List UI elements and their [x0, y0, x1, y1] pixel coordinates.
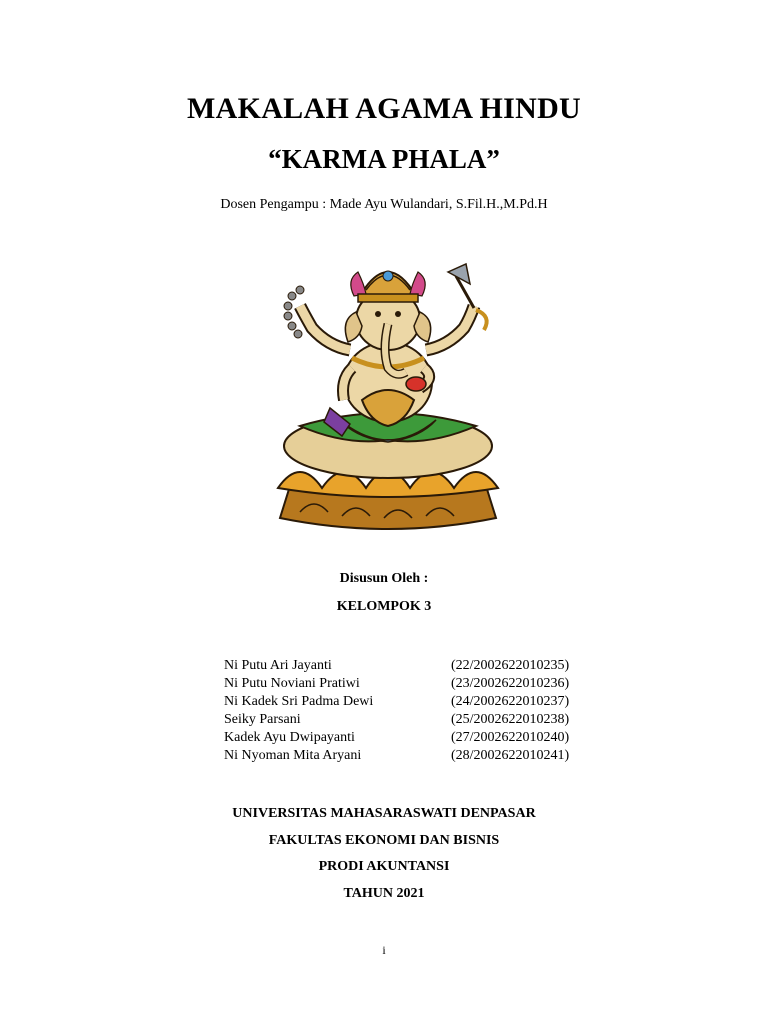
member-id: (25/2002622010238) — [451, 712, 570, 727]
member-list — [224, 657, 574, 765]
list-item — [224, 729, 574, 747]
university-name: UNIVERSITAS MAHASARASWATI DENPASAR — [232, 806, 536, 821]
program-name: PRODI AKUNTANSI — [318, 859, 450, 874]
ganesha-illustration — [270, 250, 506, 532]
member-name: Ni Nyoman Mita Aryani — [224, 748, 362, 763]
lecturer-line: Dosen Pengampu : Made Ayu Wulandari, S.Fil.H.,M.Pd.H — [220, 197, 548, 212]
page-number: i — [382, 943, 386, 957]
member-name: Seiky Parsani — [224, 712, 301, 727]
member-name: Ni Putu Noviani Pratiwi — [224, 676, 360, 691]
member-name: Ni Kadek Sri Padma Dewi — [224, 694, 374, 709]
member-name: Kadek Ayu Dwipayanti — [224, 730, 355, 745]
member-id: (28/2002622010241) — [451, 748, 570, 763]
document-subtitle: “KARMA PHALA” — [268, 144, 500, 174]
list-item — [224, 711, 574, 729]
document-title: MAKALAH AGAMA HINDU — [186, 92, 582, 125]
member-id: (27/2002622010240) — [451, 730, 570, 745]
list-item — [224, 675, 574, 693]
member-id: (23/2002622010236) — [451, 676, 570, 691]
faculty-name: FAKULTAS EKONOMI DAN BISNIS — [268, 833, 500, 848]
prepared-by-label: Disusun Oleh : — [339, 571, 429, 586]
list-item — [224, 747, 574, 765]
list-item — [224, 657, 574, 675]
member-name: Ni Putu Ari Jayanti — [224, 658, 332, 673]
year-label: TAHUN 2021 — [343, 886, 425, 901]
list-item — [224, 693, 574, 711]
member-id: (22/2002622010235) — [451, 658, 570, 673]
member-id: (24/2002622010237) — [451, 694, 570, 709]
group-label: KELOMPOK 3 — [336, 599, 432, 614]
lotus-base-icon — [278, 471, 498, 529]
